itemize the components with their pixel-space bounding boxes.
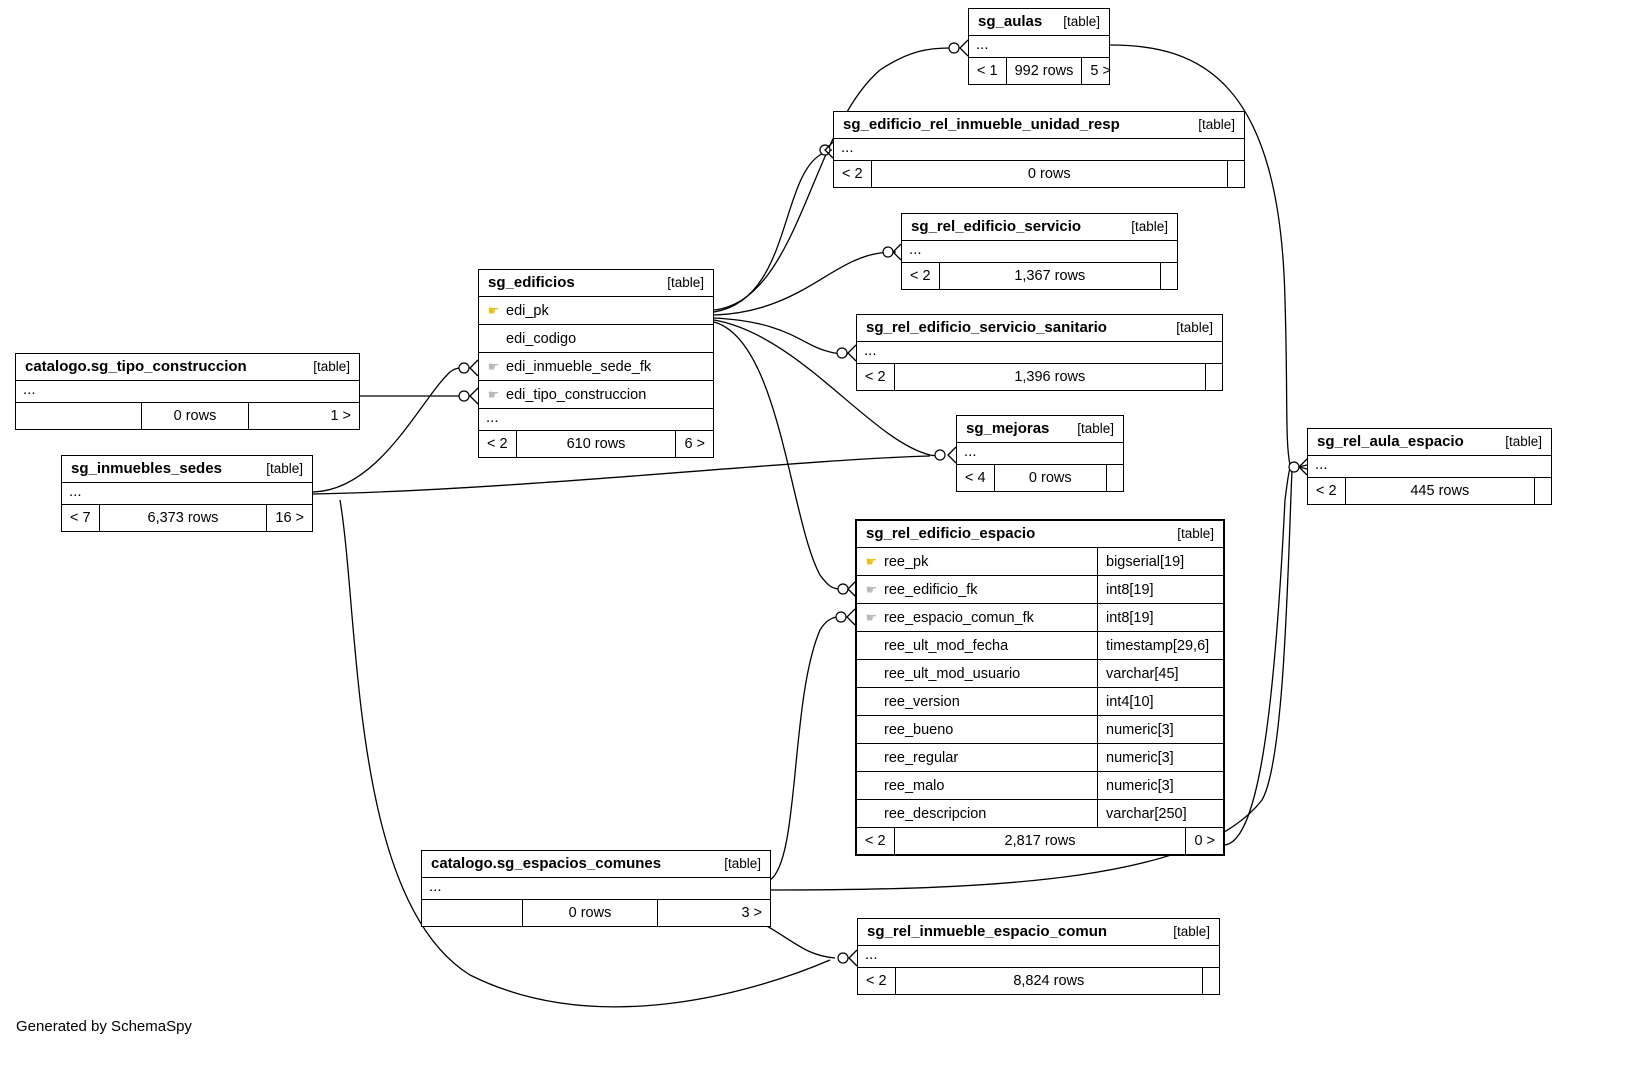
footer-rows: 0 rows <box>994 465 1107 491</box>
column-name-cell <box>857 722 1097 738</box>
table-collapsed-columns[interactable]: ... <box>957 443 1123 465</box>
table-title: catalogo.sg_espacios_comunes <box>431 855 662 872</box>
footer-outgoing: 6 > <box>684 436 705 452</box>
table-header <box>834 112 1244 139</box>
table-footer <box>902 263 1177 289</box>
footer-rows: 1,367 rows <box>939 263 1161 289</box>
footer-outgoing <box>1161 263 1177 289</box>
footer-outgoing <box>1206 364 1222 390</box>
column-type: timestamp[29,6] <box>1097 632 1223 659</box>
footer-rows: 1,396 rows <box>894 364 1206 390</box>
footer-incoming: < 2 <box>910 268 931 284</box>
column-name-cell <box>479 331 713 347</box>
column-name: ree_espacio_comun_fk <box>884 609 1034 626</box>
table-type: [table] <box>1198 117 1235 132</box>
table-sg_mejoras[interactable] <box>956 415 1124 492</box>
table-title: sg_aulas <box>978 13 1043 30</box>
table-collapsed-columns[interactable]: ... <box>969 36 1109 58</box>
footer-outgoing: 0 > <box>1194 833 1215 849</box>
table-title: sg_rel_edificio_servicio <box>911 218 1082 235</box>
column-name: ree_regular <box>884 749 959 766</box>
column-name-cell <box>857 750 1097 766</box>
no-key-icon <box>865 779 878 792</box>
column-name-cell <box>479 359 713 375</box>
table-header <box>422 851 770 878</box>
column-name-cell <box>857 806 1097 822</box>
table-type: [table] <box>667 275 704 290</box>
column-row[interactable] <box>857 576 1223 604</box>
footer-incoming: < 4 <box>965 470 986 486</box>
footer-rows: 2,817 rows <box>894 828 1187 854</box>
footer-incoming: < 2 <box>1316 483 1337 499</box>
table-title: catalogo.sg_tipo_construccion <box>25 358 247 375</box>
footer-outgoing: 5 > <box>1090 63 1111 79</box>
table-type: [table] <box>313 359 350 374</box>
column-name: ree_malo <box>884 777 945 794</box>
table-header <box>902 214 1177 241</box>
table-footer <box>858 968 1219 994</box>
foreign-key-icon: ☛ <box>865 582 878 597</box>
table-title: sg_rel_inmueble_espacio_comun <box>867 923 1108 940</box>
column-row[interactable] <box>857 716 1223 744</box>
column-row[interactable] <box>857 604 1223 632</box>
column-type: bigserial[19] <box>1097 548 1223 575</box>
table-footer <box>834 161 1244 187</box>
table-title: sg_edificio_rel_inmueble_unidad_resp <box>843 116 1120 133</box>
table-collapsed-columns[interactable]: ... <box>422 878 770 900</box>
table-type: [table] <box>1077 421 1114 436</box>
table-title: sg_rel_aula_espacio <box>1317 433 1464 450</box>
table-collapsed-columns[interactable]: ... <box>857 342 1222 364</box>
footer-incoming <box>422 900 522 926</box>
table-header <box>479 270 713 297</box>
no-key-icon <box>487 332 500 345</box>
table-type: [table] <box>1505 434 1542 449</box>
column-type: int8[19] <box>1097 576 1223 603</box>
footer-rows: 6,373 rows <box>99 505 268 531</box>
table-sg_aulas[interactable] <box>968 8 1110 85</box>
no-key-icon <box>865 639 878 652</box>
no-key-icon <box>865 807 878 820</box>
foreign-key-icon: ☛ <box>487 387 500 402</box>
column-name-cell <box>857 554 1097 570</box>
column-name: ree_version <box>884 693 960 710</box>
column-row[interactable] <box>479 381 713 409</box>
no-key-icon <box>865 751 878 764</box>
column-name-cell <box>857 778 1097 794</box>
footer-rows: 992 rows <box>1006 58 1083 84</box>
footer-rows: 0 rows <box>141 403 249 429</box>
table-footer <box>957 465 1123 491</box>
column-type: varchar[250] <box>1097 800 1223 827</box>
footer-incoming: < 2 <box>487 436 508 452</box>
column-type: numeric[3] <box>1097 744 1223 771</box>
footer-outgoing <box>1228 161 1244 187</box>
column-name: ree_edificio_fk <box>884 581 978 598</box>
column-name-cell <box>857 694 1097 710</box>
table-header <box>62 456 312 483</box>
column-row[interactable] <box>857 688 1223 716</box>
no-key-icon <box>865 723 878 736</box>
footer-rows: 445 rows <box>1345 478 1535 504</box>
table-header <box>857 521 1223 548</box>
footer-rows: 0 rows <box>522 900 658 926</box>
table-type: [table] <box>1176 320 1213 335</box>
table-sg_rel_edificio_servicio[interactable] <box>901 213 1178 290</box>
table-header <box>957 416 1123 443</box>
column-row[interactable] <box>857 800 1223 828</box>
table-sg_edificios[interactable] <box>478 269 714 458</box>
footer-incoming: < 2 <box>865 833 886 849</box>
table-header <box>1308 429 1551 456</box>
footer-rows: 0 rows <box>871 161 1228 187</box>
column-name: ree_bueno <box>884 721 954 738</box>
column-row[interactable] <box>857 548 1223 576</box>
table-sg_rel_inmueble_espacio_comun[interactable] <box>857 918 1220 995</box>
column-name: edi_inmueble_sede_fk <box>506 358 652 375</box>
table-footer <box>1308 478 1551 504</box>
table-collapsed-columns[interactable]: ... <box>834 139 1244 161</box>
table-type: [table] <box>1131 219 1168 234</box>
table-header <box>857 315 1222 342</box>
no-key-icon <box>865 667 878 680</box>
table-type: [table] <box>724 856 761 871</box>
table-title: sg_rel_edificio_espacio <box>866 525 1036 542</box>
footer-incoming <box>16 403 141 429</box>
table-type: [table] <box>266 461 303 476</box>
column-type: varchar[45] <box>1097 660 1223 687</box>
column-row[interactable] <box>857 744 1223 772</box>
column-row[interactable] <box>479 297 713 325</box>
footer-outgoing: 1 > <box>330 408 351 424</box>
table-type: [table] <box>1173 924 1210 939</box>
table-footer <box>62 505 312 531</box>
table-footer <box>969 58 1109 84</box>
primary-key-icon: ☛ <box>865 554 878 569</box>
table-title: sg_mejoras <box>966 420 1050 437</box>
table-sg_inmuebles_sedes[interactable] <box>61 455 313 532</box>
column-row[interactable] <box>479 325 713 353</box>
table-footer <box>857 364 1222 390</box>
footer-rows: 610 rows <box>516 431 677 457</box>
table-collapsed-columns[interactable]: ... <box>16 381 359 403</box>
footer-rows: 8,824 rows <box>895 968 1203 994</box>
table-header <box>969 9 1109 36</box>
foreign-key-icon: ☛ <box>487 359 500 374</box>
column-name: edi_pk <box>506 302 549 319</box>
column-name-cell <box>857 666 1097 682</box>
footer-incoming: < 1 <box>977 63 998 79</box>
column-name-cell <box>857 638 1097 654</box>
primary-key-icon: ☛ <box>487 303 500 318</box>
column-name-cell <box>479 303 713 319</box>
table-catalogo-sg_tipo_construccion[interactable] <box>15 353 360 430</box>
footer-outgoing: 3 > <box>741 905 762 921</box>
column-type: int4[10] <box>1097 688 1223 715</box>
table-footer <box>16 403 359 429</box>
table-header <box>16 354 359 381</box>
footer-outgoing: 16 > <box>275 510 304 526</box>
table-sg_rel_aula_espacio[interactable] <box>1307 428 1552 505</box>
table-type: [table] <box>1177 526 1214 541</box>
column-type: int8[19] <box>1097 604 1223 631</box>
column-row[interactable] <box>479 353 713 381</box>
column-type: numeric[3] <box>1097 716 1223 743</box>
generated-by-label: Generated by SchemaSpy <box>16 1018 192 1035</box>
table-title: sg_rel_edificio_servicio_sanitario <box>866 319 1107 336</box>
table-collapsed-columns[interactable]: ... <box>479 409 713 431</box>
column-name: edi_tipo_construccion <box>506 386 647 403</box>
no-key-icon <box>865 695 878 708</box>
table-sg_edificio_rel_inmueble_unidad_resp[interactable] <box>833 111 1245 188</box>
table-collapsed-columns[interactable]: ... <box>62 483 312 505</box>
column-type: numeric[3] <box>1097 772 1223 799</box>
footer-outgoing <box>1203 968 1219 994</box>
column-name: ree_ult_mod_usuario <box>884 665 1021 682</box>
footer-outgoing <box>1535 478 1551 504</box>
column-row[interactable] <box>857 772 1223 800</box>
footer-incoming: < 2 <box>866 973 887 989</box>
table-footer <box>422 900 770 926</box>
table-collapsed-columns[interactable]: ... <box>858 946 1219 968</box>
footer-incoming: < 2 <box>842 166 863 182</box>
column-name-cell <box>857 610 1097 626</box>
table-sg_rel_edificio_servicio_sanitario[interactable] <box>856 314 1223 391</box>
column-name-cell <box>857 582 1097 598</box>
table-collapsed-columns[interactable]: ... <box>902 241 1177 263</box>
table-title: sg_inmuebles_sedes <box>71 460 222 477</box>
column-name: ree_pk <box>884 553 929 570</box>
table-type: [table] <box>1063 14 1100 29</box>
column-name: ree_descripcion <box>884 805 987 822</box>
footer-incoming: < 2 <box>865 369 886 385</box>
column-name: ree_ult_mod_fecha <box>884 637 1009 654</box>
column-name-cell <box>479 387 713 403</box>
table-collapsed-columns[interactable]: ... <box>1308 456 1551 478</box>
footer-outgoing <box>1107 465 1123 491</box>
column-row[interactable] <box>857 632 1223 660</box>
column-name: edi_codigo <box>506 330 577 347</box>
table-header <box>858 919 1219 946</box>
table-catalogo-sg_espacios_comunes[interactable] <box>421 850 771 927</box>
foreign-key-icon: ☛ <box>865 610 878 625</box>
table-footer <box>479 431 713 457</box>
footer-incoming: < 7 <box>70 510 91 526</box>
column-row[interactable] <box>857 660 1223 688</box>
table-sg_rel_edificio_espacio[interactable] <box>855 519 1225 856</box>
table-footer <box>857 828 1223 854</box>
table-title: sg_edificios <box>488 274 575 291</box>
